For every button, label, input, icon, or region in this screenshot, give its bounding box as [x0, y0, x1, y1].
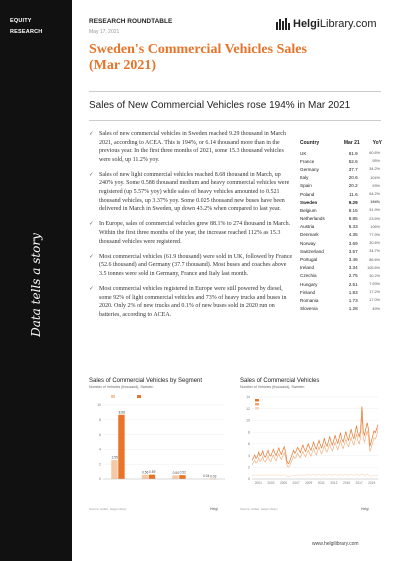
data-label: 0.56 [142, 470, 149, 475]
cell-country: Hungary [300, 281, 318, 287]
bullet-item: ✓ Most commercial vehicles registered in Europe were still powered by diesel, some 92% of light commercial vehicles and 73% of heavy trucks and buses in 2020. Only 2% of new trucks and 0.1% of new buses sold in 2020 run on batteries, according to ACEA. [89, 285, 287, 318]
cell-value: 1.28 [348, 306, 358, 312]
x-tick-label: 2015 [342, 481, 351, 485]
cell-value: 11.6 [349, 191, 358, 197]
table-row [298, 255, 382, 263]
cell-yoy: 77.9% [369, 232, 380, 237]
cell-yoy: 23.5% [369, 216, 380, 221]
cell-value: 8.85 [348, 216, 358, 222]
check-icon: ✓ [89, 131, 94, 137]
legend-swatch [255, 399, 259, 402]
chart-source: Source: ACEA, Helgi Library [240, 507, 278, 511]
cell-yoy: 34.2% [369, 167, 380, 172]
chart-subtitle: Number of Vehicles (thousand), Sweden [89, 385, 154, 389]
y-tick-label: 14 [246, 395, 250, 400]
x-tick-label: 2019 [368, 481, 376, 485]
y-tick-label: 2 [99, 462, 101, 467]
cell-yoy: 34.7% [369, 249, 380, 254]
bullet-item: ✓ Sales of new commercial vehicles in Sweden reached 9.29 thousand in March 2021, according to ACEA. This is 194%, or 6.14 thousand more than in the previous year. In the first three months of 2021, some 15.3 thousand vehicles were sold, up 11.2% yoy. [89, 131, 286, 163]
sidebar-slogan [16, 230, 56, 340]
table-row [298, 198, 382, 206]
check-icon: ✓ [89, 221, 94, 228]
country-table [298, 140, 382, 313]
cell-country: Austria [300, 224, 315, 230]
cell-country: Poland [300, 191, 315, 197]
cell-country: Italy [300, 175, 309, 181]
divider [89, 120, 381, 121]
cell-yoy: 106% [370, 224, 380, 229]
bar [111, 460, 117, 479]
cell-yoy: 49% [372, 306, 380, 311]
chart-sales [240, 378, 380, 491]
cell-yoy: 60.6% [369, 151, 380, 156]
report-category: RESEARCH ROUNDTABLE [89, 18, 173, 25]
sales-line-chart [240, 391, 380, 491]
bullet-item: ✓ Most commercial vehicles (61.9 thousand) were sold in UK, followed by France (52.6 thousand) and Germany (37.7 thousand). Most buses and coaches above 3.5 tonnes were sold in Germany, France and Italy last month. [89, 253, 293, 277]
report-date: May 17, 2021 [89, 29, 120, 35]
chart-title: Sales of Commercial Vehicles by Segment [89, 378, 203, 384]
x-tick-label: 2009 [305, 481, 313, 485]
cell-yoy: 93% [372, 183, 380, 188]
sidebar-label-equity: EQUITY [10, 18, 32, 24]
section-subtitle: Sales of New Commercial Vehicles rose 194% in Mar 2021 [89, 100, 351, 111]
table-header-country: Country [300, 140, 320, 146]
title-line-1: Sweden's Commercial Vehicles Sales [89, 42, 307, 57]
check-icon: ✓ [89, 171, 94, 178]
cell-value: 9.29 [348, 199, 358, 205]
cell-yoy: 104% [370, 175, 380, 180]
cell-value: 1.73 [348, 297, 358, 303]
cell-country: Ireland [300, 265, 315, 271]
table-row [298, 239, 382, 247]
cell-yoy: 17.0% [369, 298, 380, 303]
data-label: 0.59 [149, 470, 156, 475]
table-row [298, 264, 382, 272]
logo-text: HelgiLibrary.com [293, 18, 377, 30]
x-tick-label: 2007 [292, 481, 300, 485]
chart-source: Source: ACEA, Helgi Library [89, 507, 127, 511]
y-tick-label: 8 [248, 430, 250, 435]
cell-country: Belgium [300, 207, 317, 213]
cell-country: UK [300, 150, 307, 156]
chart-subtitle: Number of Vehicles (thousand), Sweden [240, 385, 305, 389]
x-tick-label: 2003 [267, 481, 275, 485]
x-tick-label: 2005 [279, 481, 288, 485]
y-tick-label: 10 [246, 418, 250, 423]
divider [89, 91, 381, 92]
cell-country: Denmark [300, 232, 319, 238]
chart-title: Sales of Commercial Vehicles [240, 378, 320, 384]
cell-value: 3.46 [348, 257, 358, 263]
table-row [298, 231, 382, 239]
cell-value: 1.83 [348, 289, 358, 295]
cell-yoy: 105.6% [367, 265, 380, 270]
cell-country: Spain [300, 183, 312, 189]
series-line [252, 406, 378, 463]
data-label: 0.04 [203, 474, 210, 479]
cell-value: 9.15 [348, 207, 358, 213]
bar [142, 475, 148, 479]
table-row [298, 165, 382, 173]
x-tick-label: 2001 [254, 481, 262, 485]
y-tick-label: 6 [248, 442, 250, 447]
helgi-logo[interactable] [276, 18, 377, 30]
cell-value: 3.34 [348, 265, 358, 271]
bullet-item: ✓ In Europe, sales of commercial vehicles grew 88.1% to 274 thousand in March. Within the first three months of the year, the increase reached 112% as 15.3 thousand vehicles were registered. [89, 221, 291, 245]
cell-country: Netherlands [300, 216, 325, 222]
slogan-text: Data tells a story [29, 233, 43, 337]
cell-country: Finland [300, 289, 316, 295]
bar [149, 475, 155, 479]
cell-value: 2.75 [348, 273, 358, 279]
sidebar-label-research: RESEARCH [10, 29, 43, 35]
bar [172, 475, 178, 479]
cell-country: France [300, 158, 315, 164]
table-row [298, 247, 382, 255]
cell-country: Switzerland [300, 248, 324, 254]
chart-logo: Helgi [361, 507, 369, 511]
cell-country: Norway [300, 240, 316, 246]
cell-value: 52.6 [348, 158, 358, 164]
legend-swatch [137, 395, 141, 398]
cell-value: 4.35 [348, 232, 358, 238]
bar [179, 475, 185, 479]
cell-country: Slovenia [300, 306, 318, 312]
bullet-item: ✓ Sales of new light commercial vehicles reached 8.68 thousand in March, up 240% yoy. Some 0.588 thousand medium and heavy commercial vehicles were registered (up 5.57% yoy) while sales of heavy vehicles amounted to 0.521 thousand vehicles, up 3.37% yoy. Some 0.025 thousand new buses have been delivered in March in Sweden, up down 43.2% when compared to last year. [89, 171, 290, 213]
bar [118, 415, 124, 479]
data-label: 8.68 [118, 410, 125, 415]
data-label: 0.03 [210, 474, 217, 479]
segment-bar-chart [89, 391, 229, 491]
table-row [298, 280, 382, 288]
y-tick-label: 2 [248, 465, 250, 470]
table-row [298, 206, 382, 214]
cell-yoy: 64.2% [369, 192, 380, 197]
building-icon [276, 18, 290, 30]
y-tick-label: 0 [99, 477, 101, 482]
y-tick-label: 12 [246, 406, 250, 411]
chart-by-segment [89, 378, 229, 491]
cell-value: 6.33 [348, 224, 358, 230]
series-line [252, 474, 378, 477]
data-label: 0.50 [172, 470, 179, 475]
x-tick-label: 2013 [330, 481, 338, 485]
footer-url[interactable]: www.helgilibrary.com [312, 541, 359, 547]
data-label: 2.55 [111, 455, 118, 460]
table-row [298, 215, 382, 223]
cell-yoy: 194% [370, 200, 380, 205]
title-line-2: (Mar 2021) [89, 57, 156, 73]
cell-yoy: 91.9% [369, 208, 380, 213]
cell-yoy: 7.93% [369, 282, 380, 287]
y-tick-label: 4 [99, 447, 101, 452]
table-row [298, 149, 382, 157]
y-tick-label: 4 [248, 453, 250, 458]
check-icon: ✓ [89, 253, 94, 260]
cell-value: 20.6 [348, 175, 358, 181]
y-tick-label: 0 [248, 477, 250, 482]
check-icon: ✓ [89, 285, 94, 292]
sidebar [0, 0, 72, 561]
x-tick-label: 2017 [355, 481, 363, 485]
cell-value: 37.7 [348, 166, 358, 172]
cell-value: 3.69 [348, 240, 358, 246]
table-row [298, 305, 382, 313]
chart-logo: Helgi [210, 507, 218, 511]
table-row [298, 182, 382, 190]
cell-country: Czechia [300, 273, 317, 279]
table-row [298, 223, 382, 231]
legend-swatch [255, 407, 259, 410]
table-header-month: Mar 21 [343, 140, 360, 146]
cell-value: 2.51 [348, 281, 358, 287]
cell-country: Germany [300, 166, 319, 172]
cell-country: Sweden [300, 199, 318, 205]
cell-value: 20.2 [348, 183, 358, 189]
cell-yoy: 30.2% [369, 273, 380, 278]
y-tick-label: 8 [99, 418, 101, 422]
cell-yoy: 86.6% [369, 257, 380, 262]
cell-value: 61.9 [348, 150, 358, 156]
cell-yoy: 95% [372, 159, 380, 164]
x-tick-label: 2011 [317, 481, 325, 485]
table-row [298, 190, 382, 198]
series-line [252, 416, 378, 468]
y-tick-label: 10 [97, 403, 101, 408]
cell-country: Romania [300, 297, 319, 303]
cell-country: Portugal [300, 257, 318, 263]
table-row [298, 288, 382, 296]
y-tick-label: 6 [99, 432, 101, 437]
legend-swatch [255, 403, 259, 406]
table-row [298, 174, 382, 182]
table-header-yoy: YoY [372, 140, 382, 146]
table-row [298, 157, 382, 165]
table-row [298, 296, 382, 304]
page-title [89, 42, 379, 73]
cell-value: 3.57 [348, 248, 358, 254]
bullet-list [89, 130, 294, 326]
cell-yoy: 17.2% [369, 290, 380, 295]
data-label: 0.52 [179, 470, 186, 475]
table-row [298, 272, 382, 280]
cell-yoy: 30.6% [369, 241, 380, 246]
legend-swatch [111, 395, 115, 398]
